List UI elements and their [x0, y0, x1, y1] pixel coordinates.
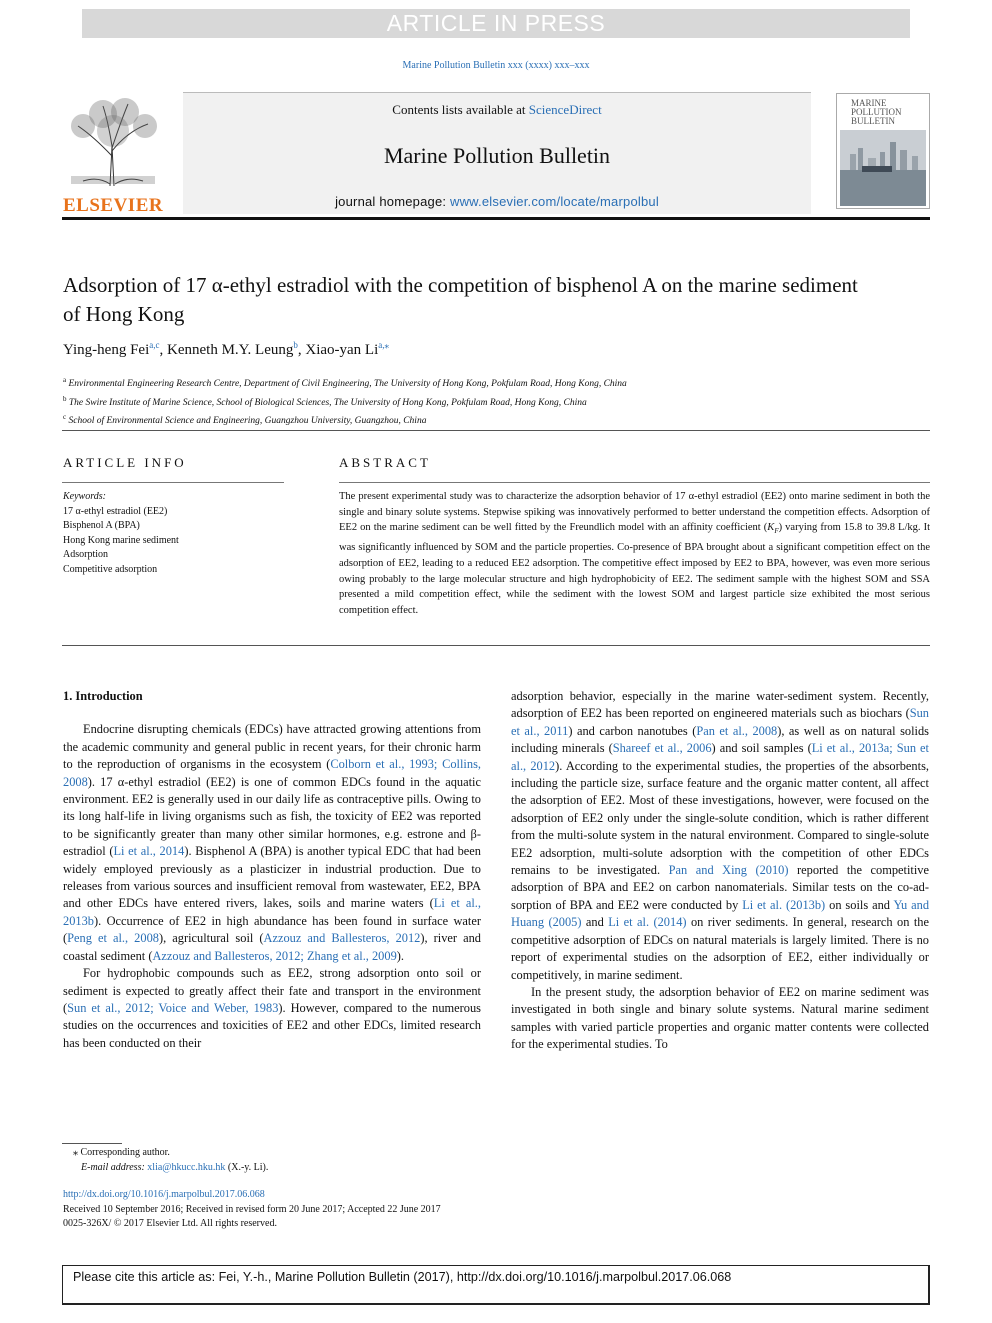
article-info-heading: ARTICLE INFO: [63, 455, 187, 470]
author-name: Xiao-yan Li: [305, 342, 379, 358]
kf-subscript: F: [774, 527, 779, 536]
journal-title: Marine Pollution Bulletin: [383, 143, 611, 168]
publication-info: [63, 1188, 441, 1232]
journal-masthead: [183, 92, 811, 214]
author-separator: ,: [297, 342, 306, 358]
footnote-rule: [62, 1143, 122, 1144]
footnotes: [63, 1146, 268, 1175]
keywords-label: Keywords:: [63, 491, 106, 502]
header-rule: [62, 217, 930, 220]
paragraph: In the present study, the adsorption behavior of EE2 on marine sediment was investigated in both single and binary solute systems. Natural marine sediment samples with varied particle properties and organic matter contents were collected for the experimental studies. To: [511, 984, 929, 1052]
section-heading: 1. Introduction: [63, 689, 143, 703]
affiliation-text: School of Environmental Science and Engineering, Guangzhou University, Guangzhou, China: [68, 416, 427, 427]
citation-link[interactable]: Shareef et al., 2006: [612, 741, 712, 756]
paragraph: For hydrophobic compounds such as EE2, strong adsorption onto soil or sediment is expected to greatly affect their fate and transport in the environment (Sun et al., 2012; Voice and Weber, 1983). However, compared to the numerous studies on the occurrences and toxicities of EE2 and other EDCs, limited research has been conducted on their: [63, 966, 481, 1050]
citation-link[interactable]: Sun et al., 2012; Voice and Weber, 1983: [67, 1000, 279, 1015]
elsevier-logo[interactable]: [63, 96, 164, 216]
elsevier-tree-icon: [63, 96, 163, 188]
contents-prefix: Contents lists available at: [392, 102, 526, 117]
paragraph: adsorption behavior, especially in the marine water-sediment system. Recently, adsorption of EE2 has been reported on engineered materials such as biochars (Sun et al., 2011) and carbon nanotubes (Pan et al., 2008), as well as on natural solids including minerals (Shareef et al., 2006) and soil samples (Li et al., 2013a; Sun et al., 2012). According to the experimental studies, the properties of the absorbents, including the particle size, surface feature and the organic matter content, all affect the adsorption of EE2. Most of these investigations, however, were focused on the adsorption of EE2 only under the single-solute condition, which is rather different from the multi-solute system in the natural environment. Compared to single-solute EE2 adsorption, multi-solute adsorption with the competition of other EDCs remains to be investigated. Pan and Xing (2010) reported the competitive adsorption of BPA and EE2 on carbon nanomaterials. Similar tests on the co-adsorption of BPA and EE2 were conducted by Li et al. (2013b) on soils and Yu and Huang (2005) and Li et al. (2014) on river sediments. In general, research on the competitive adsorption of EDCs on natural materials is largely limited. There is no report of experimental studies on the adsorption of EE2, either individually or competitively, in marine sediment.: [511, 689, 930, 982]
elsevier-wordmark: ELSEVIER: [63, 195, 164, 216]
divider: [62, 645, 930, 646]
author-separator: ,: [159, 342, 167, 358]
author-affiliation-mark[interactable]: a,⁎: [378, 340, 390, 350]
author-affiliation-mark[interactable]: a,c: [149, 340, 160, 350]
citation-link[interactable]: Li et al. (2013b): [742, 897, 826, 912]
doi-link[interactable]: http://dx.doi.org/10.1016/j.marpolbul.2017.06.068: [63, 1189, 265, 1200]
author-list: [63, 340, 389, 359]
email-label: E-mail address:: [81, 1161, 145, 1173]
affiliation: [63, 392, 627, 411]
affiliation: [63, 373, 627, 392]
sciencedirect-link[interactable]: ScienceDirect: [528, 102, 602, 117]
journal-citation-line[interactable]: Marine Pollution Bulletin xxx (xxxx) xxx–xxx: [402, 60, 590, 71]
article-dates: Received 10 September 2016; Received in revised form 20 June 2017; Accepted 22 June 2017: [63, 1203, 441, 1215]
paragraph: Endocrine disrupting chemicals (EDCs) have attracted growing attentions from the academic community and general public in recent years, for their chronic harm to the reproduction of organisms in the ecosystem (Colborn et al., 1993; Collins, 2008). 17 α-ethyl estradiol (EE2) is one of common EDCs found in the aquatic environment. EE2 is generally used in our daily life as contraceptive pills. Owing to its long half-life in living organisms such as fish, the toxicity of EE2 was reported to be significantly greater than many other similar hormones, e.g. estrone and β-estradiol (Li et al., 2014). Bisphenol A (BPA) is another typical EDC that had been widely employed previously as a plasticizer in industrial production. Due to releases from various sources and insufficient removal from wastewater, EE2, BPA and other EDCs have entered rivers, lakes, soils and marine waters (Li et al., 2013b). Occurrence of EE2 in high abundance has been found in surface water (Peng et al., 2008), agricultural soil (Azzouz and Ballesteros, 2012), river and coastal sediment (Azzouz and Ballesteros, 2012; Zhang et al., 2009).: [63, 722, 482, 963]
author-name: Ying-heng Fei: [63, 342, 150, 358]
citation-link[interactable]: Peng et al., 2008: [67, 931, 159, 946]
kf-symbol: K: [767, 522, 775, 534]
citation-link[interactable]: Azzouz and Ballesteros, 2012: [263, 931, 421, 946]
cover-title-line: BULLETIN: [851, 116, 895, 126]
journal-cover-thumbnail[interactable]: [836, 93, 930, 209]
homepage-link[interactable]: www.elsevier.com/locate/marpolbul: [450, 194, 659, 209]
keyword: Hong Kong marine sediment: [63, 534, 179, 546]
keyword: Adsorption: [63, 549, 108, 560]
cover-title: [851, 99, 902, 126]
citation-link[interactable]: Yu and Huang (2005): [511, 897, 930, 930]
cover-title-line: POLLUTION: [851, 107, 902, 117]
affiliation-list: [63, 373, 627, 429]
citation-link[interactable]: Colborn et al., 1993; Collins, 2008: [63, 757, 481, 789]
keyword-list: [63, 490, 179, 577]
body-column-right: [511, 688, 929, 1054]
homepage-prefix: journal homepage:: [335, 194, 447, 209]
article-in-press-banner: ARTICLE IN PRESS: [82, 9, 910, 38]
citation-link[interactable]: Pan and Xing (2010): [668, 863, 789, 878]
divider: [62, 482, 284, 483]
citation-link[interactable]: Sun et al., 2011: [511, 706, 929, 738]
keyword: 17 α-ethyl estradiol (EE2): [63, 505, 168, 517]
citation-link[interactable]: Li et al., 2013a; Sun et al., 2012: [511, 741, 929, 773]
copyright: 0025-326X/ © 2017 Elsevier Ltd. All rights reserved.: [63, 1218, 277, 1229]
keyword: Competitive adsorption: [63, 563, 158, 575]
corresponding-author-note: ⁎ Corresponding author.: [73, 1147, 170, 1158]
abstract-text: [339, 489, 930, 619]
email-note: [63, 1161, 268, 1176]
citation-link[interactable]: Li et al., 2013b: [63, 896, 481, 928]
citation-link[interactable]: Pan et al., 2008: [696, 723, 778, 738]
cover-title-line: MARINE: [851, 98, 887, 108]
affiliation-mark: a: [63, 376, 67, 384]
affiliation: [63, 410, 627, 429]
homepage-line: [183, 194, 811, 209]
author-affiliation-mark[interactable]: b: [293, 340, 298, 350]
abstract-part: ) varying from 15.8 to 39.8 L/kg. It was significantly influenced by SOM and the particle properties. Co-presence of BPA brought about a significant competition effect on the adsorption of EE2, leading to a reduced EE2 adsorption. The competitive effect imposed by EE2 to BPA, however, was even more serious owing probably to the large molecular structure and high hydrophobicity of EE2. The sediment sample with the highest SOM and SSA presented a mild competition effect, while the sediment with the lowest SOM and largest particle size exhibited the most serious competition effect.: [339, 522, 931, 617]
email-link[interactable]: xlia@hkucc.hku.hk: [147, 1161, 226, 1173]
email-suffix: (X.-y. Li).: [225, 1161, 269, 1173]
citation-link[interactable]: Azzouz and Ballesteros, 2012; Zhang et al., 2009: [152, 948, 397, 963]
article-title: Adsorption of 17 α-ethyl estradiol with the competition of bisphenol A on the marine sediment of Hong Kong: [63, 273, 858, 326]
cite-this-article-box: Please cite this article as: Fei, Y.-h., Marine Pollution Bulletin (2017), http://dx.doi.org/10.1016/j.marpolbul.2017.06.068: [62, 1265, 930, 1305]
citation-link[interactable]: Li et al. (2014): [608, 915, 687, 930]
abstract-part: The present experimental study was to characterize the adsorption behavior of 17 α-ethyl estradiol (EE2) onto marine sediment in both the single and binary solute systems. Stepwise spiking was innovatively performed to better understand the competition effects. Adsorption of EE2 on the marine sediment can be well fitted by the Freundlich model with an affinity coefficient (: [339, 491, 930, 534]
affiliation-text: Environmental Engineering Research Centre, Department of Civil Engineering, The University of Hong Kong, Pokfulam Road, Hong Kong, China: [68, 379, 627, 390]
affiliation-mark: b: [63, 394, 67, 403]
abstract-heading: ABSTRACT: [339, 455, 431, 470]
divider: [62, 430, 930, 431]
divider: [339, 482, 930, 483]
body-column-left: [63, 688, 481, 1052]
citation-link[interactable]: Li et al., 2014: [113, 844, 185, 859]
affiliation-mark: c: [63, 413, 67, 422]
affiliation-text: The Swire Institute of Marine Science, School of Biological Sciences, The University of Hong Kong, Pokfulam Road, Hong Kong, China: [68, 397, 587, 408]
keyword: Bisphenol A (BPA): [63, 520, 140, 531]
contents-line: [183, 102, 811, 118]
author-name: Kenneth M.Y. Leung: [167, 342, 294, 358]
cover-harbour-image: [840, 130, 926, 206]
